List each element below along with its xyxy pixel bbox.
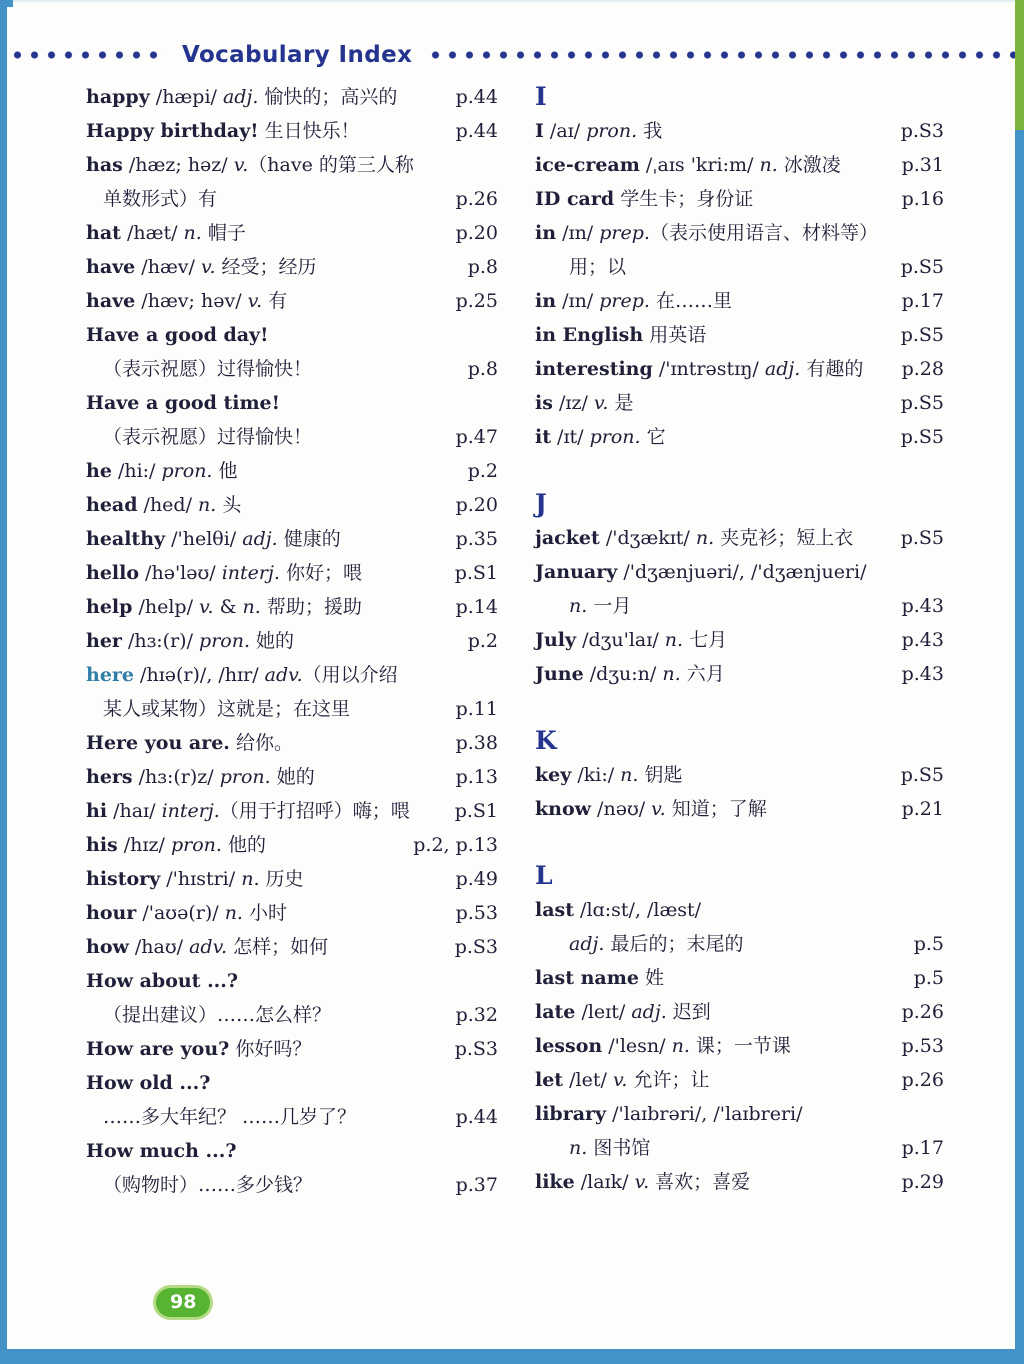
page-ref: p.S5: [900, 324, 944, 346]
page-ref: p.20: [455, 494, 498, 516]
vocab-entry: [86, 590, 498, 624]
entry-text: have /hæv; həv/ v. 有: [86, 290, 288, 312]
entry-text: July /dʒu'laɪ/ n. 七月: [535, 629, 728, 651]
vocab-entry: [86, 114, 498, 148]
entry-text: Here you are. 给你。: [86, 732, 293, 754]
entry-line: [535, 1097, 944, 1131]
vocab-entry: [86, 318, 498, 386]
page-ref: p.2: [467, 460, 498, 482]
page-ref: p.32: [455, 1004, 498, 1026]
vocab-entry: [86, 386, 498, 454]
entry-line: [535, 250, 944, 284]
entry-text: happy /hæpi/ adj. 愉快的；高兴的: [86, 86, 398, 108]
page-ref: p.S5: [900, 527, 944, 549]
entry-line: [535, 623, 944, 657]
entry-text: how /haʊ/ adv. 怎样；如何: [86, 936, 329, 958]
entry-text: I /aɪ/ pron. 我: [535, 120, 663, 142]
entry-text: 单数形式）有: [103, 188, 218, 210]
vocab-entry: [535, 521, 944, 555]
entry-text: history /'hɪstri/ n. 历史: [86, 868, 304, 890]
entry-line: [535, 284, 944, 318]
page-ref: p.17: [901, 1137, 944, 1159]
vocab-entry: [86, 658, 498, 726]
entry-text: interesting /'ɪntrəstɪŋ/ adj. 有趣的: [535, 358, 864, 380]
vocab-entry: [535, 182, 944, 216]
entry-text: How much ...?: [86, 1140, 237, 1162]
entry-line: [86, 1032, 498, 1066]
page-title: Vocabulary Index: [182, 42, 413, 68]
entry-text: here /hɪə(r)/, /hɪr/ adv.（用以介绍: [86, 664, 398, 686]
vocab-entry: [535, 758, 944, 792]
page-ref: p.43: [901, 629, 944, 651]
entry-text: Happy birthday! 生日快乐！: [86, 120, 360, 142]
page-ref: p.37: [455, 1174, 498, 1196]
page-ref: p.S3: [454, 936, 498, 958]
entry-line: [86, 488, 498, 522]
page-ref: p.20: [455, 222, 498, 244]
entry-text: last /lɑ:st/, /læst/: [535, 899, 702, 921]
entry-line: [86, 1100, 498, 1134]
page-ref: p.44: [455, 86, 498, 108]
entry-text: How are you? 你好吗？: [86, 1038, 312, 1060]
entry-line: [86, 318, 498, 352]
entry-text: Have a good time!: [86, 392, 280, 414]
vocab-entry: [86, 1032, 498, 1066]
vocab-entry: [86, 930, 498, 964]
entry-line: [86, 1168, 498, 1202]
page-ref: p.43: [901, 595, 944, 617]
entry-text: let /let/ v. 允许；让: [535, 1069, 710, 1091]
section-letter-J: J: [535, 489, 547, 518]
entry-text: （表示祝愿）过得愉快！: [103, 426, 313, 448]
entry-line: [86, 658, 498, 692]
page-ref: p.28: [901, 358, 944, 380]
entry-text: help /help/ v. & n. 帮助；援助: [86, 596, 362, 618]
entry-text: June /dʒu:n/ n. 六月: [535, 663, 725, 685]
vocab-entry: [86, 828, 498, 862]
entry-text: January /'dʒænjuəri/, /'dʒænjueri/: [535, 561, 867, 583]
vocab-entry: [86, 216, 498, 250]
entry-line: [86, 930, 498, 964]
vocab-entry: [86, 454, 498, 488]
vocab-entry: [86, 488, 498, 522]
entry-line: [535, 352, 944, 386]
entry-line: [86, 556, 498, 590]
entry-line: [86, 624, 498, 658]
entry-text: hello /hə'ləʊ/ interj. 你好；喂: [86, 562, 362, 584]
vocab-entry: [535, 1097, 944, 1165]
entry-text: n. 图书馆: [569, 1137, 651, 1159]
entry-line: [86, 454, 498, 488]
entry-line: [86, 386, 498, 420]
page-ref: p.53: [901, 1035, 944, 1057]
page-ref: p.16: [901, 188, 944, 210]
section-letter-K: K: [535, 726, 557, 755]
vocab-entry: [86, 1134, 498, 1202]
page-ref: p.26: [901, 1069, 944, 1091]
entry-line: [86, 250, 498, 284]
vocab-entry: [86, 80, 498, 114]
entry-text: How about ...?: [86, 970, 239, 992]
entry-line: [535, 657, 944, 691]
page-ref: p.17: [901, 290, 944, 312]
vocab-entry: [86, 862, 498, 896]
page-ref: p.53: [455, 902, 498, 924]
vocab-entry: [86, 760, 498, 794]
page-ref: p.8: [467, 256, 498, 278]
entry-line: [535, 927, 944, 961]
entry-line: [535, 114, 944, 148]
entry-line: [86, 726, 498, 760]
vocab-entry: [535, 995, 944, 1029]
vocab-entry: [535, 216, 944, 284]
entry-text: hi /haɪ/ interj.（用于打招呼）嗨；喂: [86, 800, 410, 822]
page-ref: p.S3: [454, 1038, 498, 1060]
page-ref: p.43: [901, 663, 944, 685]
page-ref: p.31: [901, 154, 944, 176]
entry-line: [535, 182, 944, 216]
vocab-entry: [535, 1063, 944, 1097]
page-ref: p.2: [467, 630, 498, 652]
vocab-entry: [535, 961, 944, 995]
entry-text: How old ...?: [86, 1072, 211, 1094]
entry-text: library /'laɪbrəri/, /'laɪbreri/: [535, 1103, 803, 1125]
entry-line: [86, 284, 498, 318]
page-ref: p.S1: [454, 800, 498, 822]
vocab-entry: [86, 794, 498, 828]
entry-text: he /hi:/ pron. 他: [86, 460, 238, 482]
entry-line: [86, 80, 498, 114]
vocab-entry: [535, 420, 944, 454]
page-ref: p.49: [455, 868, 498, 890]
entry-line: [535, 386, 944, 420]
entry-line: [535, 995, 944, 1029]
entry-text: healthy /'helθi/ adj. 健康的: [86, 528, 341, 550]
entry-line: [535, 893, 944, 927]
vocab-entry: [535, 318, 944, 352]
vocab-entry: [86, 522, 498, 556]
vocab-column-right: [535, 80, 944, 1202]
entry-text: jacket /'dʒækɪt/ n. 夹克衫；短上衣: [535, 527, 854, 549]
entry-text: 用；以: [569, 256, 627, 278]
vocab-column-left: [86, 80, 498, 1202]
entry-line: [535, 792, 944, 826]
entry-text: have /hæv/ v. 经受；经历: [86, 256, 317, 278]
scan-border-topleft-accent: [0, 0, 13, 7]
vocab-entry: [535, 352, 944, 386]
entry-line: [535, 420, 944, 454]
page-ref: p.21: [901, 798, 944, 820]
entry-text: head /hed/ n. 头: [86, 494, 242, 516]
entry-line: [86, 114, 498, 148]
vocab-entry: [535, 1029, 944, 1063]
entry-line: [86, 148, 498, 182]
entry-text: （购物时）……多少钱？: [103, 1174, 313, 1196]
entry-line: [86, 1134, 498, 1168]
entry-line: [535, 1165, 944, 1199]
dotted-rule-left: [9, 49, 167, 61]
scan-border-green-accent: [1015, 0, 1024, 130]
page-ref: p.35: [455, 528, 498, 550]
entry-line: [535, 1131, 944, 1165]
vocab-entry: [86, 624, 498, 658]
page-ref: p.8: [467, 358, 498, 380]
header: [0, 0, 1024, 68]
entry-text: hour /'aʊə(r)/ n. 小时: [86, 902, 288, 924]
page-ref: p.25: [455, 290, 498, 312]
page-number-badge: 98: [156, 1288, 210, 1317]
entry-text: key /ki:/ n. 钥匙: [535, 764, 683, 786]
page-ref: p.5: [913, 933, 944, 955]
entry-line: [86, 998, 498, 1032]
page-ref: p.47: [455, 426, 498, 448]
entry-line: [535, 961, 944, 995]
page-ref: p.11: [455, 698, 498, 720]
entry-line: [535, 521, 944, 555]
entry-text: is /ɪz/ v. 是: [535, 392, 634, 414]
entry-text: in /ɪn/ prep.（表示使用语言、材料等）: [535, 222, 878, 244]
page-ref: p.26: [455, 188, 498, 210]
entry-text: 某人或某物）这就是；在这里: [103, 698, 351, 720]
page-ref: p.44: [455, 1106, 498, 1128]
page-ref: p.S5: [900, 426, 944, 448]
entry-line: [86, 590, 498, 624]
entry-line: [535, 555, 944, 589]
vocab-entry: [535, 284, 944, 318]
entry-line: [86, 1066, 498, 1100]
vocab-entry: [535, 1165, 944, 1199]
section-letter-L: L: [535, 861, 553, 890]
entry-line: [535, 148, 944, 182]
entry-line: [86, 760, 498, 794]
vocab-entry: [86, 148, 498, 216]
page-ref: p.2, p.13: [413, 834, 498, 856]
page-ref: p.29: [901, 1171, 944, 1193]
vocab-entry: [535, 893, 944, 961]
page-ref: p.S5: [900, 392, 944, 414]
entry-text: adj. 最后的；末尾的: [569, 933, 744, 955]
vocab-entry: [535, 657, 944, 691]
entry-line: [86, 420, 498, 454]
entry-text: late /leɪt/ adj. 迟到: [535, 1001, 711, 1023]
entry-text: ID card 学生卡；身份证: [535, 188, 754, 210]
entry-line: [86, 216, 498, 250]
vocab-entry: [86, 250, 498, 284]
vocab-entry: [535, 386, 944, 420]
entry-line: [535, 318, 944, 352]
entry-line: [86, 828, 498, 862]
entry-text: his /hɪz/ pron. 他的: [86, 834, 266, 856]
page-ref: p.38: [455, 732, 498, 754]
entry-text: her /hɜ:(r)/ pron. 她的: [86, 630, 295, 652]
section-letter-I: I: [535, 82, 547, 111]
vocab-entry: [86, 726, 498, 760]
page-ref: p.14: [455, 596, 498, 618]
dotted-rule-right: [427, 49, 1020, 61]
entry-line: [86, 692, 498, 726]
vocab-entry: [86, 556, 498, 590]
page-ref: p.26: [901, 1001, 944, 1023]
entry-text: ice-cream /ˌaɪs 'kri:m/ n. 冰激凌: [535, 154, 841, 176]
page-ref: p.S5: [900, 256, 944, 278]
vocabulary-index: [0, 80, 1024, 1202]
entry-text: ……多大年纪？ ……几岁了？: [103, 1106, 357, 1128]
entry-line: [86, 182, 498, 216]
entry-line: [86, 352, 498, 386]
entry-line: [535, 216, 944, 250]
entry-text: hers /hɜ:(r)z/ pron. 她的: [86, 766, 315, 788]
page-ref: p.13: [455, 766, 498, 788]
entry-text: lesson /'lesn/ n. 课；一节课: [535, 1035, 791, 1057]
entry-text: hat /hæt/ n. 帽子: [86, 222, 246, 244]
entry-text: （提出建议）……怎么样？: [103, 1004, 332, 1026]
entry-line: [86, 522, 498, 556]
entry-line: [86, 862, 498, 896]
entry-line: [535, 1063, 944, 1097]
entry-text: has /hæz; həz/ v.（have 的第三人称: [86, 154, 414, 176]
vocab-entry: [535, 623, 944, 657]
vocab-entry: [86, 284, 498, 318]
page-ref: p.S3: [900, 120, 944, 142]
vocab-entry: [535, 792, 944, 826]
entry-line: [535, 1029, 944, 1063]
entry-line: [86, 896, 498, 930]
entry-text: in English 用英语: [535, 324, 707, 346]
entry-line: [535, 589, 944, 623]
vocab-entry: [86, 964, 498, 1032]
entry-text: n. 一月: [569, 595, 632, 617]
vocab-entry: [86, 896, 498, 930]
vocab-entry: [86, 1066, 498, 1134]
entry-line: [86, 794, 498, 828]
vocab-entry: [535, 148, 944, 182]
page-ref: p.S1: [454, 562, 498, 584]
vocab-entry: [535, 114, 944, 148]
entry-text: in /ɪn/ prep. 在……里: [535, 290, 732, 312]
entry-text: last name 姓: [535, 967, 664, 989]
page-ref: p.S5: [900, 764, 944, 786]
entry-text: （表示祝愿）过得愉快！: [103, 358, 313, 380]
entry-text: it /ɪt/ pron. 它: [535, 426, 666, 448]
entry-text: like /laɪk/ v. 喜欢；喜爱: [535, 1171, 751, 1193]
vocab-entry: [535, 555, 944, 623]
entry-line: [535, 758, 944, 792]
entry-text: Have a good day!: [86, 324, 269, 346]
page-ref: p.5: [913, 967, 944, 989]
page-ref: p.44: [455, 120, 498, 142]
entry-line: [86, 964, 498, 998]
entry-text: know /nəʊ/ v. 知道；了解: [535, 798, 767, 820]
